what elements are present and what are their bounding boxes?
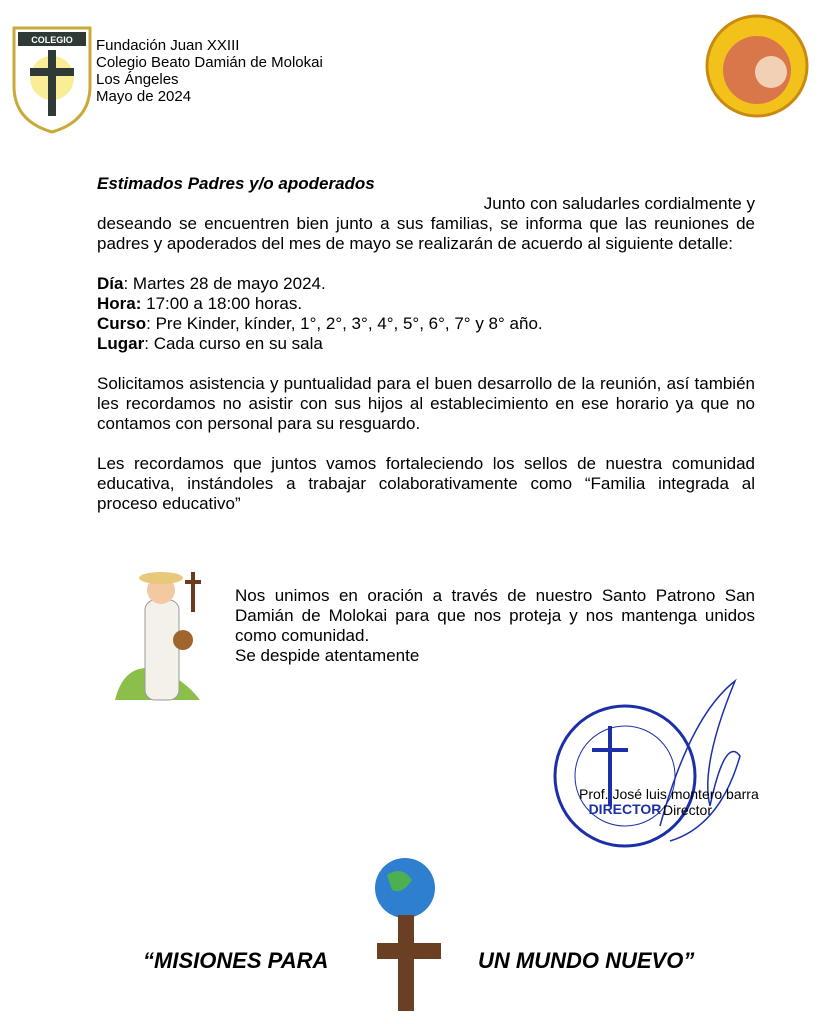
intro-text: deseando se encuentren bien junto a sus familias, se informa que las reuniones de padres y apoderados del mes de mayo se realizarán de acuerdo al siguiente detalle: [97,214,755,253]
closing-text: Se despide atentamente [235,646,420,665]
detail-day: Día: Martes 28 de mayo 2024. [97,274,326,293]
foundation-name: Fundación Juan XXIII [96,37,240,54]
school-crest-logo [12,26,92,134]
signer-role: Director [663,802,713,818]
greeting: Estimados Padres y/o apoderados [97,174,375,193]
detail-course: Curso: Pre Kinder, kínder, 1°, 2°, 3°, 4°, 5°, 6°, 7° y 8° año. [97,314,543,333]
detail-place: Lugar: Cada curso en su sala [97,334,323,353]
prayer-block [235,586,755,666]
motto-right: UN MUNDO NUEVO” [478,948,695,973]
letterhead [96,37,323,105]
stamp-role: DIRECTOR [588,801,662,817]
city: Los Ángeles [96,71,179,88]
globe-cross-logo [372,855,452,1015]
school-name: Colegio Beato Damián de Molokai [96,54,323,71]
prayer-text: Nos unimos en oración a través de nuestro Santo Patrono San Damián de Molokai para que nos proteja y nos mantenga unidos como comunidad. [235,586,755,645]
foundation-logo [705,14,809,118]
attendance-paragraph: Solicitamos asistencia y puntualidad para el buen desarrollo de la reunión, así también les recordamos no asistir con sus hijos al establecimiento en ese horario ya que no contamos con personal para su resguardo. [97,374,755,433]
date: Mayo de 2024 [96,88,192,105]
community-paragraph: Les recordamos que juntos vamos fortaleciendo los sellos de nuestra comunidad educativa, instándoles a trabajar colaborativamente como “Familia integrada al proceso educativo” [97,454,755,513]
signer-name: Prof. José luis montero barra [579,786,759,802]
school-stamp-and-signature [550,676,750,856]
signature-block [579,786,759,818]
meeting-details [97,274,755,354]
saint-damian-illustration [105,560,215,710]
letter-body [97,174,755,514]
intro-first-line: Junto con saludarles cordialmente y [483,194,755,213]
motto-left: “MISIONES PARA [143,948,329,973]
detail-time: Hora: 17:00 a 18:00 horas. [97,294,303,313]
svg-text:COLEGIO: COLEGIO [31,35,73,45]
